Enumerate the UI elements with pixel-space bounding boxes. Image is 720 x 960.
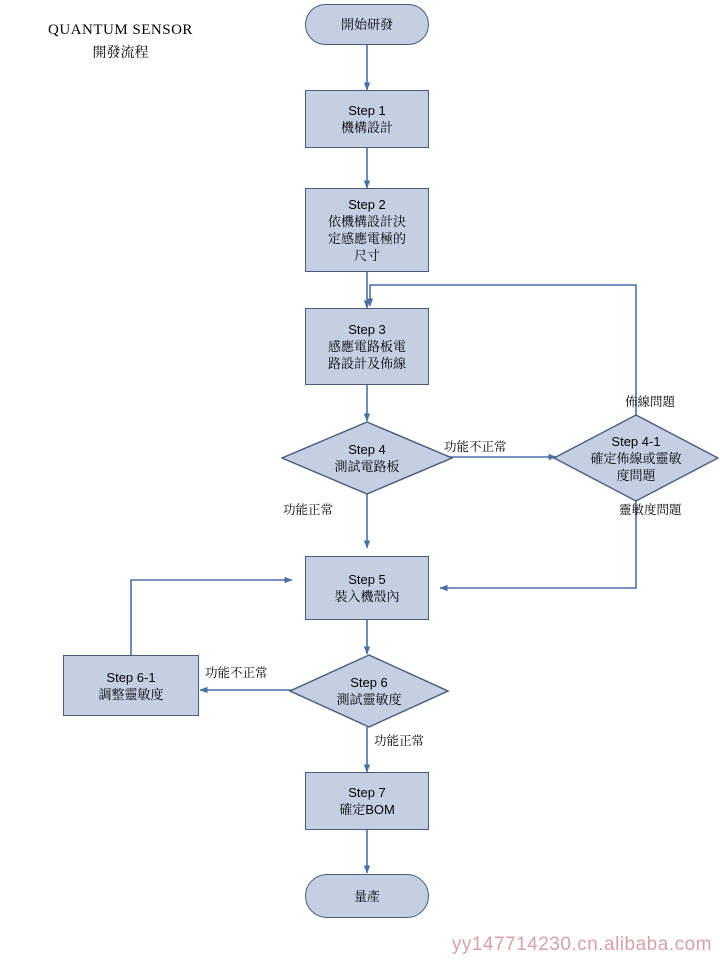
node-step4-1-title: Step 4-1 [611,433,661,449]
node-step2-line3: 定感應電極的 [327,231,406,246]
node-step6-1-line2: 調整靈敏度 [98,686,164,702]
node-step3-title: Step 3 [348,322,386,337]
node-step1[interactable] [305,90,429,148]
node-step4-1-label [553,414,719,502]
node-step4-line2: 測試電路板 [334,459,400,474]
node-step4-1-line2: 確定佈線或靈敏 [590,450,682,466]
node-step6-label [289,654,449,728]
edge-label-sensitivity-issue: 靈敏度問題 [619,503,682,517]
node-step2-line2: 依機構設計決 [327,214,406,229]
edge-label-step6-normal: 功能正常 [374,734,425,748]
diagram-title-line1: QUANTUM SENSOR [48,22,193,38]
node-step4-label [281,421,453,495]
node-step5-title: Step 5 [348,572,386,587]
node-step7-title: Step 7 [348,785,386,800]
node-end[interactable] [305,874,429,918]
node-step2-line4: 尺寸 [353,248,380,263]
node-step5-line2: 裝入機殼內 [334,589,400,604]
watermark: yy147714230.cn.alibaba.com [451,934,712,955]
node-step7[interactable] [305,772,429,830]
node-step2[interactable] [305,188,429,272]
node-step7-line2: 確定BOM [339,802,395,817]
node-step3-line2: 感應電路板電 [327,339,406,354]
node-step5[interactable] [305,556,429,620]
node-step1-line2: 機構設計 [340,120,393,135]
node-step1-title: Step 1 [348,103,386,118]
edge-label-step4-abnormal: 功能不正常 [444,440,507,454]
node-step4-title: Step 4 [348,442,386,457]
edge-label-wiring-issue: 佈線問題 [625,395,676,409]
diagram-title-line2: 開發流程 [92,46,149,61]
edge-label-step6-abnormal: 功能不正常 [205,666,268,680]
node-step6-1[interactable] [63,655,199,716]
node-step6-1-title: Step 6-1 [106,669,156,685]
node-step3[interactable] [305,308,429,385]
node-start[interactable] [305,4,429,45]
diagram-title [48,22,193,62]
node-step2-title: Step 2 [348,197,386,212]
edge-label-step4-normal: 功能正常 [283,503,334,517]
node-step4-1[interactable] [553,414,719,502]
node-step6-title: Step 6 [350,675,388,690]
node-step6-line2: 測試靈敏度 [336,692,402,707]
node-step4[interactable] [281,421,453,495]
node-start-label: 開始研發 [340,17,393,32]
node-step4-1-line3: 度問題 [616,467,656,483]
node-end-label: 量產 [353,888,380,904]
node-step3-line3: 路設計及佈線 [327,356,406,371]
node-step6[interactable] [289,654,449,728]
